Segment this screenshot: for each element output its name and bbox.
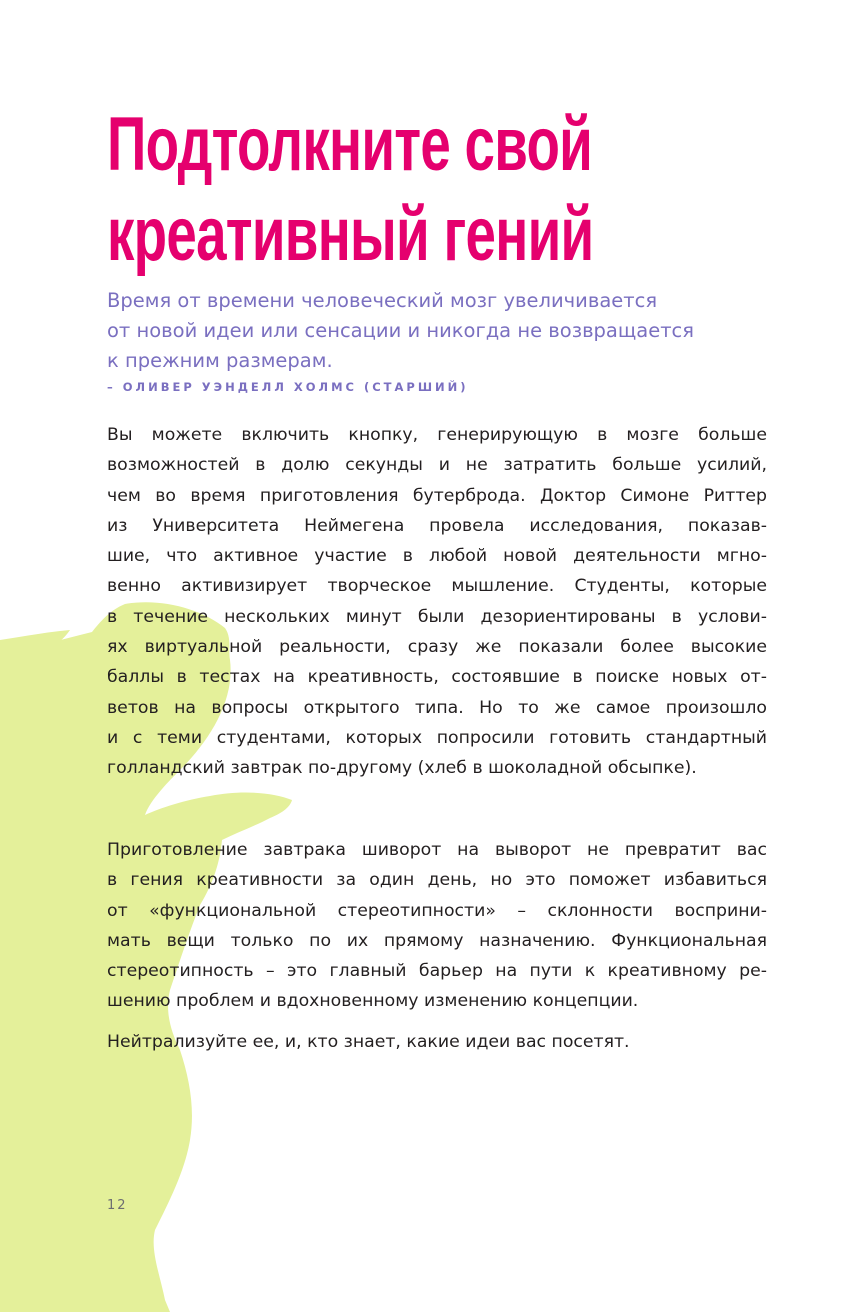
- paragraph-line: Нейтрализуйте ее, и, кто знает, какие идеи вас посетят.: [107, 1032, 630, 1052]
- body-paragraph: [107, 420, 767, 784]
- paragraph-line: голландский завтрак по-другому (хлеб в шоколадной обсыпке).: [107, 758, 697, 779]
- paragraph-line: чем во время приготовления бутерброда. Доктор Симоне Риттер: [107, 485, 767, 506]
- epigraph-line: Время от времени человеческий мозг увеличивается: [107, 289, 658, 312]
- epigraph-attribution: – ОЛИВЕР УЭНДЕЛЛ ХОЛМС (СТАРШИЙ): [107, 380, 469, 394]
- title-line: Подтолкните свой: [107, 102, 593, 187]
- paragraph-line: шению проблем и вдохновенному изменению концепции.: [107, 991, 639, 1012]
- epigraph-quote: [107, 286, 767, 376]
- epigraph-line: от новой идеи или сенсации и никогда не возвращается: [107, 319, 695, 342]
- paragraph-line: шие, что активное участие в любой новой деятельности мгно-: [107, 546, 767, 567]
- paragraph-line: и с теми студентами, которых попросили готовить стандартный: [107, 727, 767, 748]
- paragraph-line: от «функциональной стереотипности» – склонности восприни-: [107, 900, 767, 921]
- paragraph-line: ях виртуальной реальности, сразу же показали более высокие: [107, 637, 767, 658]
- body-paragraph: [107, 1027, 767, 1057]
- paragraph-line: в гения креативности за один день, но это поможет избавиться: [107, 870, 767, 891]
- epigraph-line: к прежним размерам.: [107, 349, 333, 372]
- paragraph-line: из Университета Неймегена провела исследования, показав-: [107, 515, 767, 536]
- page-number: 12: [107, 1198, 128, 1213]
- paragraph-line: мать вещи только по их прямому назначению. Функциональная: [107, 930, 767, 951]
- title-line: креативный гений: [107, 192, 594, 277]
- body-paragraph: [107, 835, 767, 1017]
- paragraph-line: баллы в тестах на креативность, состоявшие в поиске новых от-: [107, 667, 767, 688]
- paragraph-line: стереотипность – это главный барьер на пути к креативному ре-: [107, 961, 767, 982]
- paragraph-line: Приготовление завтрака шиворот на выворот не превратит вас: [107, 840, 767, 860]
- paragraph-line: ветов на вопросы открытого типа. Но то же самое произошло: [107, 697, 767, 718]
- paragraph-line: возможностей в долю секунды и не затратить больше усилий,: [107, 455, 767, 476]
- paragraph-line: в течение нескольких минут были дезориентированы в услови-: [107, 606, 767, 627]
- paragraph-line: Вы можете включить кнопку, генерирующую в мозге больше: [107, 425, 767, 445]
- page-title: [107, 100, 594, 280]
- paragraph-line: венно активизирует творческое мышление. Студенты, которые: [107, 576, 767, 597]
